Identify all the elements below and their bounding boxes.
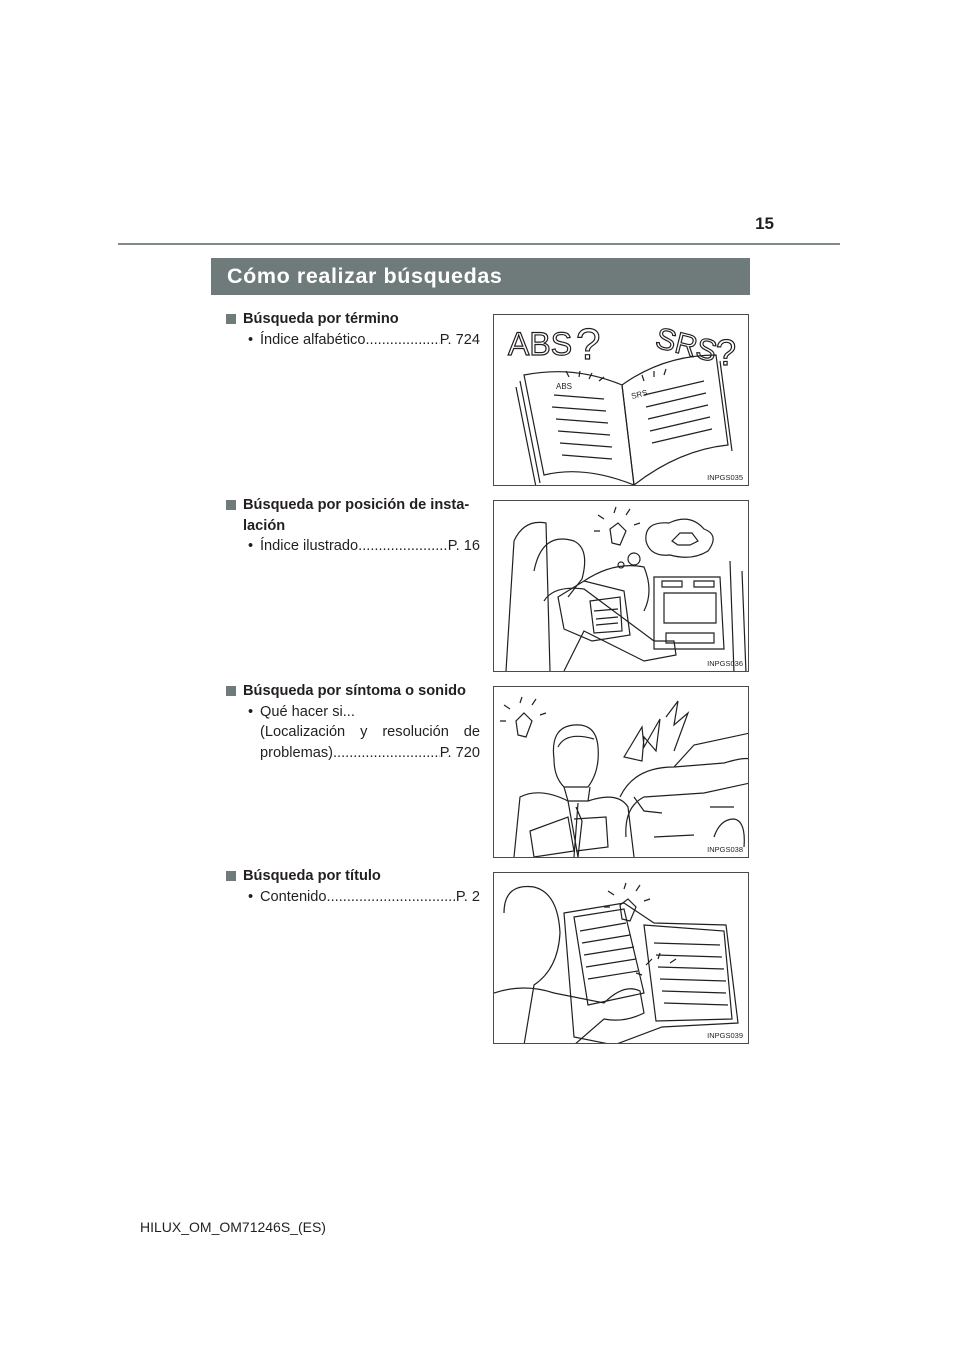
header-rule (118, 243, 840, 245)
page-ref[interactable]: P. 720 (439, 744, 480, 761)
search-by-location-block (226, 495, 480, 557)
figure-driver-dashboard (493, 500, 749, 672)
document-code-footer: HILUX_OM_OM71246S_(ES) (140, 1219, 326, 1235)
square-bullet-icon (226, 686, 236, 696)
illustrated-index-item[interactable]: • Índice ilustrado ..... P. 16 (226, 536, 480, 557)
alphabetical-index-item[interactable]: • Índice alfabético ..... P. 724 (226, 330, 480, 351)
search-by-title-heading: Búsqueda por título (226, 866, 480, 887)
pointing-at-book-illustration (494, 873, 749, 1044)
square-bullet-icon (226, 500, 236, 510)
figure-code: INPGS038 (707, 845, 743, 854)
search-by-title-block (226, 866, 480, 907)
srs-small-label: SRS (630, 388, 649, 401)
figure-code: INPGS039 (707, 1031, 743, 1040)
troubleshooting-item[interactable]: • Qué hacer si... (Localización y resolución de problemas) ..... P. 720 (226, 702, 480, 764)
question-mark-icon: ? (576, 320, 601, 369)
abs-label: ABS (508, 326, 573, 362)
figure-open-book-abs-srs (493, 314, 749, 486)
search-by-location-heading: Búsqueda por posición de insta- lación (226, 495, 480, 536)
contents-item[interactable]: • Contenido ..... P. 2 (226, 887, 480, 908)
page-ref[interactable]: P. 2 (455, 888, 480, 905)
search-by-term-block (226, 309, 480, 350)
figure-code: INPGS035 (707, 473, 743, 482)
page-number: 15 (755, 214, 774, 233)
srs-label: SRS (652, 321, 721, 369)
man-and-car-illustration (494, 687, 749, 858)
page-ref[interactable]: P. 724 (439, 331, 480, 348)
search-by-symptom-block (226, 681, 480, 763)
page-ref[interactable]: P. 16 (447, 538, 480, 554)
search-by-symptom-heading: Búsqueda por síntoma o sonido (226, 681, 480, 702)
figure-man-with-car (493, 686, 749, 858)
question-mark-icon: ? (716, 332, 737, 373)
square-bullet-icon (226, 871, 236, 881)
open-book-illustration (494, 315, 749, 486)
figure-pointing-at-book (493, 872, 749, 1044)
search-by-term-heading: Búsqueda por término (226, 309, 480, 330)
section-title: Cómo realizar búsquedas (211, 258, 750, 295)
abs-small-label: ABS (556, 382, 573, 391)
square-bullet-icon (226, 314, 236, 324)
figure-code: INPGS036 (707, 659, 743, 668)
driver-dashboard-illustration (494, 501, 749, 672)
